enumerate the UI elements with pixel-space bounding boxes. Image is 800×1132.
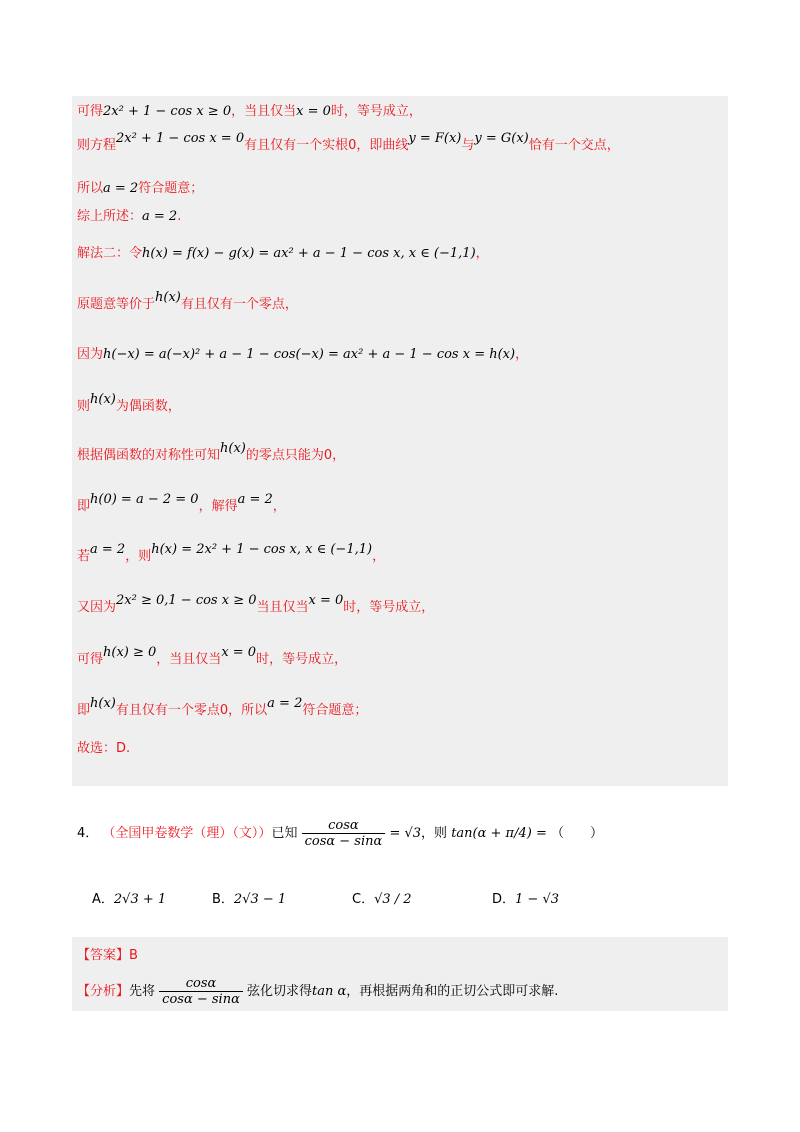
option-label: A． [92,892,114,907]
solution-line-7 [77,346,528,364]
formula: h(x) [220,441,246,456]
option-value: 2√3 + 1 [113,892,167,907]
text: 已知 [271,826,298,841]
analysis-tag: 【分析】 [77,984,130,999]
text: 弦化切求得 [247,984,313,999]
option-d [492,888,559,907]
solution-block [72,96,728,786]
formula: h(x) [155,290,181,305]
fraction [302,818,386,849]
text: 则方程 [77,138,117,153]
text: 则 [77,399,91,414]
text: 有且仅有一个零点， [180,297,298,312]
numerator: cosα [159,976,243,992]
option-c [352,888,412,907]
solution-line-6 [77,290,298,314]
text: 时，等号成立， [256,652,348,667]
option-value: 2√3 − 1 [233,892,287,907]
formula: h(−x) = a(−x)² + a − 1 − cos(−x) = ax² + a − 1 − cos x = h(x) [103,347,516,362]
numerator: cosα [302,818,386,834]
option-value: √3 / 2 [374,892,412,907]
solution-line-9 [77,441,346,465]
solution-line-15 [77,740,130,758]
text: 有且仅有一个实根0，即曲线 [244,138,409,153]
option-label: C． [352,892,375,907]
text: 有且仅有一个零点0，所以 [115,703,268,718]
text: ， [515,347,529,362]
formula: 2x² + 1 − cos x ≥ 0 [103,104,232,119]
denominator: cosα − sinα [162,992,240,1007]
text: 所以 [77,181,104,196]
text: 原题意等价于 [77,297,156,312]
formula: x = 0 [296,104,331,119]
formula: h(x) = 2x² + 1 − cos x, x ∈ (−1,1) [151,542,373,557]
text: 可得 [77,104,104,119]
solution-line-13 [77,645,348,669]
formula: a = 2 [103,181,139,196]
formula: 2x² ≥ 0,1 − cos x ≥ 0 [116,593,257,608]
solution-line-3 [77,180,203,198]
formula: a = 2 [267,696,303,711]
solution-line-5 [77,245,489,263]
text: 恰有一个交点， [528,138,620,153]
formula: h(x) [90,392,116,407]
option-label: D． [492,892,516,907]
text: ，解得 [198,499,238,514]
formula: h(x) = f(x) − g(x) = ax² + a − 1 − cos x, x ∈ (−1,1) [142,246,476,261]
solution-line-4 [77,208,181,226]
solution-line-10 [77,492,286,516]
formula: a = 2 [237,492,273,507]
text: 故选：D. [77,741,131,756]
text: 又因为 [77,600,117,615]
text: 当且仅当 [256,600,309,615]
solution-line-8 [77,392,181,416]
question-source: （全国甲卷数学（理）（文）） [102,826,272,841]
question-4 [77,818,603,849]
text: 符合题意； [138,181,204,196]
solution-line-11 [77,542,386,566]
text: ，当且仅当 [231,104,297,119]
text: 时，等号成立， [343,600,435,615]
text: 为偶函数， [115,399,181,414]
solution-line-14 [77,696,368,720]
text: 符合题意； [302,703,368,718]
text: . [177,209,182,224]
option-value: 1 − √3 [515,892,559,907]
text: 先将 [129,984,156,999]
text: ，再根据两角和的正切公式即可求解. [346,984,559,999]
text: 的零点只能为0， [245,448,346,463]
solution-line-2 [77,131,620,155]
formula: x = 0 [308,593,344,608]
answer-paren: （ ） [550,826,603,841]
text: 若 [77,549,91,564]
text: ， [272,499,286,514]
formula: tan α [312,984,347,999]
formula: y = G(x) [474,131,529,146]
text: 根据偶函数的对称性可知 [77,448,221,463]
text: 即 [77,703,91,718]
text: 可得 [77,652,104,667]
text: ， [475,246,489,261]
formula: h(x) ≥ 0 [103,645,157,660]
option-a [92,888,166,907]
option-b [212,888,286,907]
text: 即 [77,499,91,514]
text: 解法二：令 [77,246,143,261]
formula: tan(α + π/4) = [451,826,547,841]
formula: a = 2 [90,542,126,557]
formula: h(x) [90,696,116,711]
text: ， [372,549,386,564]
answer-value: B [129,948,138,963]
formula: h(0) = a − 2 = 0 [90,492,199,507]
denominator: cosα − sinα [304,834,383,849]
fraction [159,976,243,1007]
text: 综上所述： [77,209,143,224]
formula: = √3 [389,826,422,841]
text: 与 [461,138,475,153]
text: ，则 [421,826,448,841]
question-number: 4． [77,826,99,841]
answer-tag: 【答案】 [77,948,130,963]
text: 时，等号成立， [330,104,422,119]
formula: y = F(x) [408,131,462,146]
formula: 2x² + 1 − cos x = 0 [116,131,245,146]
text: ，当且仅当 [156,652,222,667]
text: ，则 [125,549,152,564]
formula: x = 0 [221,645,257,660]
text: 因为 [77,347,104,362]
formula: a = 2 [142,209,178,224]
analysis-line [77,976,558,1007]
option-label: B． [212,892,234,907]
solution-line-12 [77,593,435,617]
solution-line-1 [77,103,422,121]
answer-line [77,944,138,963]
